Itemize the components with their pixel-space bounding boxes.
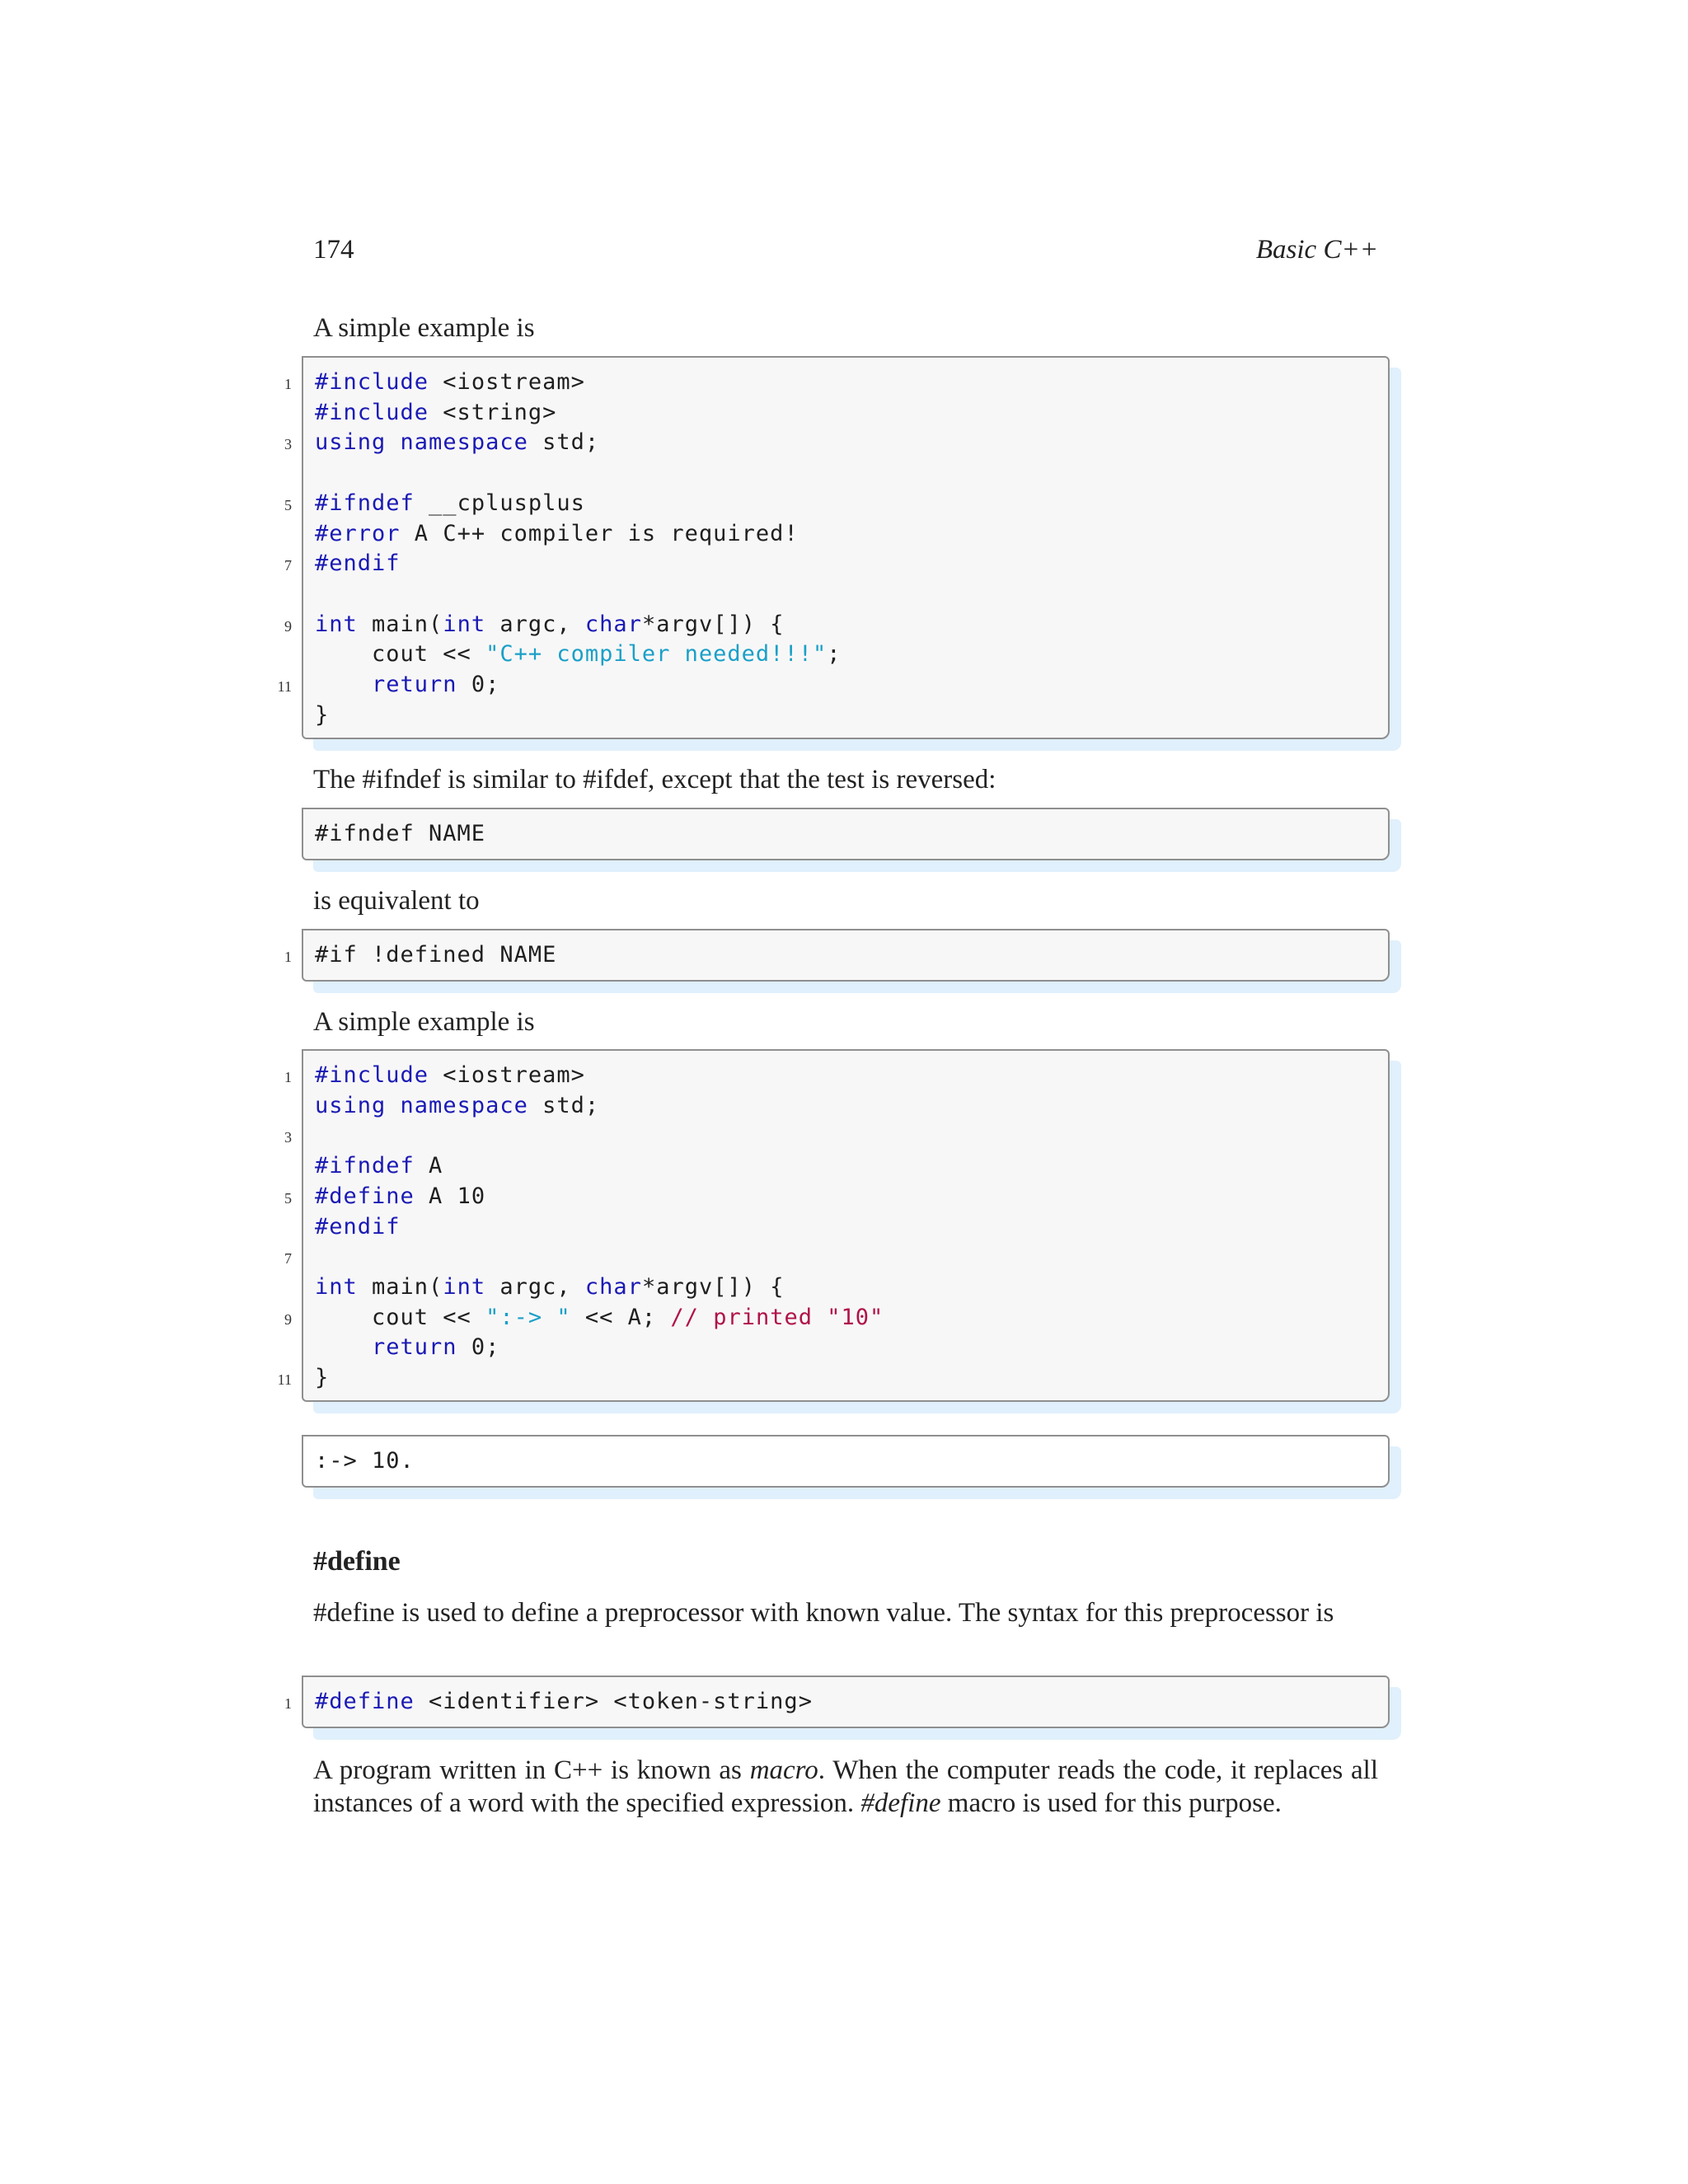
code-line [315,1274,785,1300]
intro-paragraph-1: A simple example is [313,313,535,343]
code-token: #endif [315,1213,401,1240]
code-token [315,672,372,697]
code-text [303,1436,1388,1477]
code-token: <identifier> <token-string> [414,1689,813,1714]
code-line [315,551,401,576]
code-token: "C++ compiler needed!!!" [485,641,828,668]
code-token: main( [357,611,443,637]
code-line [315,1183,485,1209]
code-line [315,1305,884,1330]
code-token: int [443,611,486,637]
code-token: char [584,1273,642,1300]
code-line [315,400,556,425]
code-line [315,490,585,516]
code-line [315,641,841,667]
code-token: return [372,1334,457,1361]
define-term: #define [860,1788,941,1818]
running-head: Basic C++ [1255,235,1378,265]
code-line [315,369,585,395]
define-paragraph: #define is used to define a preprocessor with known value. The syntax for this preprocessor is [313,1598,1334,1628]
code-line [315,429,599,455]
code-token: int [443,1273,486,1300]
code-token: return [372,672,457,698]
macro-text-1: A program written in C++ is known as [313,1755,750,1785]
code-token [315,1334,372,1360]
code-line [315,942,556,968]
code-token: namespace [400,1092,528,1118]
code-text [303,1677,1388,1718]
code-token: #include [315,369,429,395]
code-token: A C++ compiler is required! [400,520,799,546]
code-token: int [315,1273,358,1300]
code-token: #ifndef NAME [315,821,486,846]
code-token: #if !defined NAME [315,942,557,968]
code-token: std; [528,429,600,456]
code-token: int [315,611,358,637]
macro-text-2: . When the computer reads the code, it replaces all instances of a word with the specified expression. [313,1755,1379,1818]
code-listing-4: 1 3 5 7 9 11 #include <iostream> using namespace std; #ifndef A #define A 10 #endif int main(int argc, char*argv[]) { cout << ":-> " << A; // printed "10" return 0; } [302,1049,1390,1402]
code-token: 0; [457,1334,500,1361]
code-listing-3: 1 #if !defined NAME [302,929,1390,982]
intro-paragraph-2: A simple example is [313,1007,535,1037]
code-token: char [584,611,642,637]
code-token: using [315,1092,387,1118]
code-token: #include [315,399,429,425]
code-token: // printed "10" [670,1304,884,1330]
code-text [303,930,1388,971]
code-token: #ifndef [315,1153,415,1179]
code-token: <iostream> [429,1062,585,1088]
code-token: *argv[]) { [641,611,785,637]
code-line [315,1365,329,1390]
code-token: __cplusplus [414,490,585,516]
code-token [386,429,400,455]
code-line [315,672,499,697]
code-token: *argv[]) { [641,1273,785,1300]
macro-paragraph [313,1754,1378,1820]
equivalent-paragraph: is equivalent to [313,886,480,916]
code-token: 0; [457,672,500,698]
code-token: cout << [315,1304,486,1330]
code-line [315,1334,499,1360]
code-token: std; [528,1092,600,1118]
macro-term: macro [749,1755,818,1785]
code-token: argc, [485,1273,585,1300]
code-line [315,702,329,728]
code-token: A 10 [414,1183,486,1209]
code-token: << A; [570,1304,671,1330]
code-line [315,1214,401,1240]
code-token: } [315,701,330,728]
code-token: using [315,429,387,456]
code-line [315,521,799,546]
code-token: #error [315,520,401,546]
code-line [315,1448,415,1474]
code-token: #define [315,1689,415,1714]
code-token: argc, [485,611,585,637]
code-token: cout << [315,641,486,668]
code-text [303,809,1388,850]
code-token: #define [315,1183,415,1209]
code-token: ; [827,641,842,668]
code-text [303,358,1388,730]
code-line [315,1153,443,1179]
code-listing-6: 1 #define <identifier> <token-string> [302,1675,1390,1728]
code-token: <iostream> [429,369,585,395]
code-line [315,1062,585,1088]
code-line [315,612,785,637]
page-number: 174 [313,235,354,265]
code-token: #include [315,1062,429,1088]
code-token: namespace [400,429,528,456]
code-token: main( [357,1273,443,1300]
output-box [302,1435,1390,1488]
code-listing-2 [302,808,1390,860]
section-heading-define: #define [313,1546,401,1577]
macro-text-3: macro is used for this purpose. [940,1788,1282,1818]
code-token: #endif [315,551,401,577]
code-line [315,1093,599,1118]
code-text [303,1051,1388,1394]
code-listing-1: 1 3 5 7 9 11 #include <iostream> #include <string> using namespace std; #ifndef __cplusplus #error A C++ compiler is required! #endif int main(int argc, char*argv[]) { cout << "C++ compiler needed!!!"; return 0; } [302,356,1390,739]
code-token: #ifndef [315,490,415,516]
code-token: } [315,1365,330,1391]
code-line [315,1689,813,1714]
code-token: A [414,1153,443,1179]
code-token [386,1093,400,1118]
ifndef-paragraph: The #ifndef is similar to #ifdef, except that the test is reversed: [313,765,996,794]
code-token: :-> 10. [315,1448,415,1474]
code-token: ":-> " [485,1304,571,1330]
code-token: <string> [429,399,557,425]
code-line [315,821,485,846]
